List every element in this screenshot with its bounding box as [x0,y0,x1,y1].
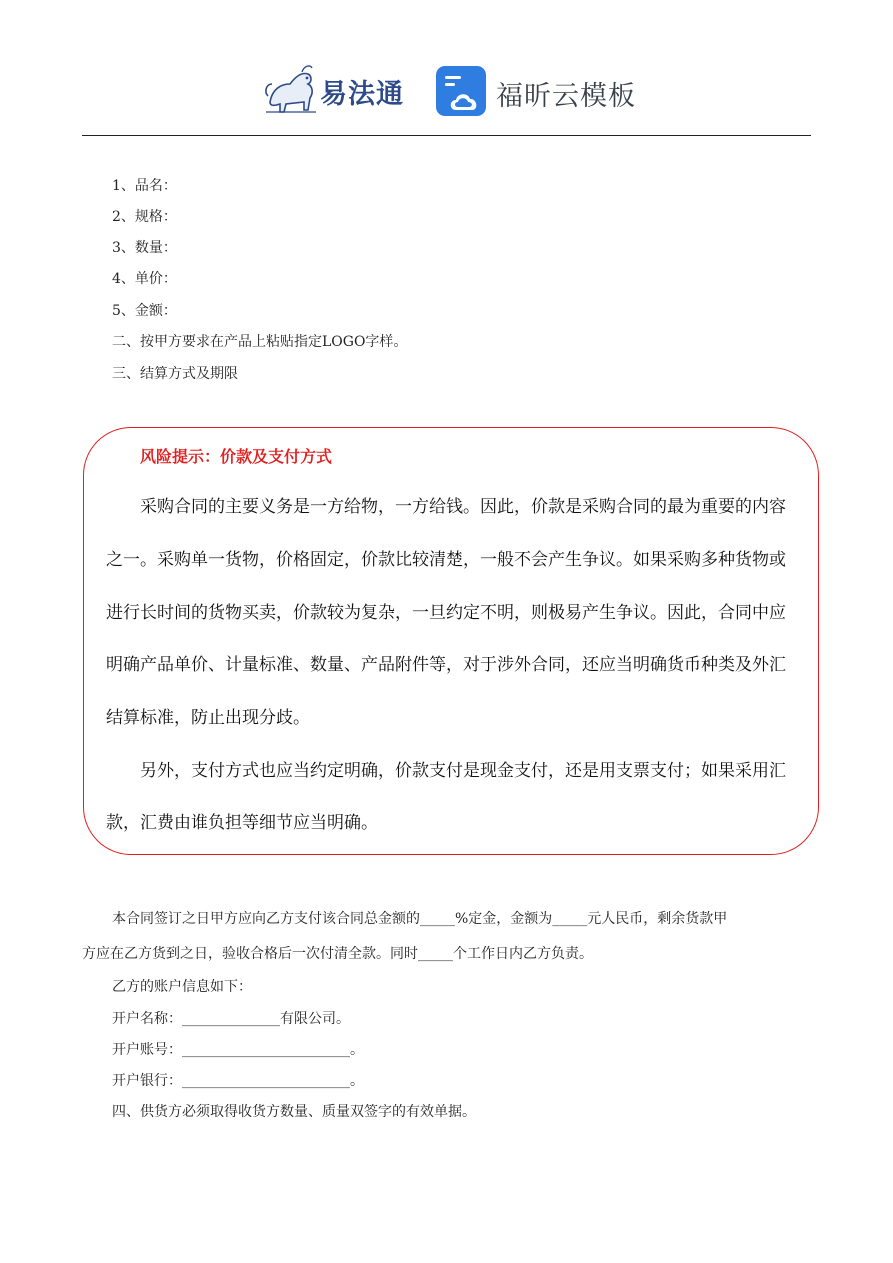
yifatong-logo-text: 易法通 [320,79,404,110]
account-intro: 乙方的账户信息如下： [112,979,252,995]
qilin-icon [262,62,320,118]
item-spec-line: 2、规格： [112,209,177,225]
item-amount-line: 5、金额： [112,303,177,319]
risk-notice-box [83,427,819,855]
risk-paragraph-line: 采购合同的主要义务是一方给物，一方给钱。因此，价款是采购合同的最为重要的内容 [140,497,786,517]
item-name-line: 1、品名： [112,178,177,194]
yifatong-logo [262,62,412,118]
item-unit-price-line: 4、单价： [112,271,177,287]
risk-paragraph-line: 明确产品单价、计量标准、数量、产品附件等，对于涉外合同，还应当明确货币种类及外汇 [106,655,786,675]
section-3-heading: 三、结算方式及期限 [112,366,238,382]
document-cloud-icon [436,66,486,116]
payment-terms-line: 本合同签订之日甲方应向乙方支付该合同总金额的_____%定金，金额为_____元人民币，剩余货款甲 [112,911,728,927]
risk-notice-title: 风险提示：价款及支付方式 [140,447,333,466]
section-4-text: 四、供货方必须取得收货方数量、质量双签字的有效单据。 [112,1104,476,1120]
payment-terms-line: 方应在乙方货到之日，验收合格后一次付清全款。同时_____个工作日内乙方负责。 [82,946,593,962]
risk-paragraph-line: 进行长时间的货物买卖，价款较为复杂，一旦约定不明，则极易产生争议。因此，合同中应 [106,603,786,623]
risk-paragraph-line: 之一。采购单一货物，价格固定，价款比较清楚，一般不会产生争议。如果采购多种货物或 [106,550,786,570]
risk-paragraph-line: 结算标准，防止出现分歧。 [106,708,310,728]
risk-paragraph-line: 另外，支付方式也应当约定明确，价款支付是现金支付，还是用支票支付；如果采用汇 [140,761,786,781]
fuxin-logo [436,66,636,118]
section-2-text: 二、按甲方要求在产品上粘贴指定LOGO字样。 [112,334,408,350]
account-number-line: 开户账号：________________________。 [112,1042,364,1058]
risk-paragraph-line: 款，汇费由谁负担等细节应当明确。 [106,813,378,833]
fuxin-logo-text: 福昕云模板 [496,81,636,112]
account-bank-line: 开户银行：________________________。 [112,1073,364,1089]
page-header [0,58,893,122]
item-quantity-line: 3、数量： [112,240,177,256]
header-divider [82,135,811,136]
account-name-line: 开户名称：______________有限公司。 [112,1011,350,1027]
